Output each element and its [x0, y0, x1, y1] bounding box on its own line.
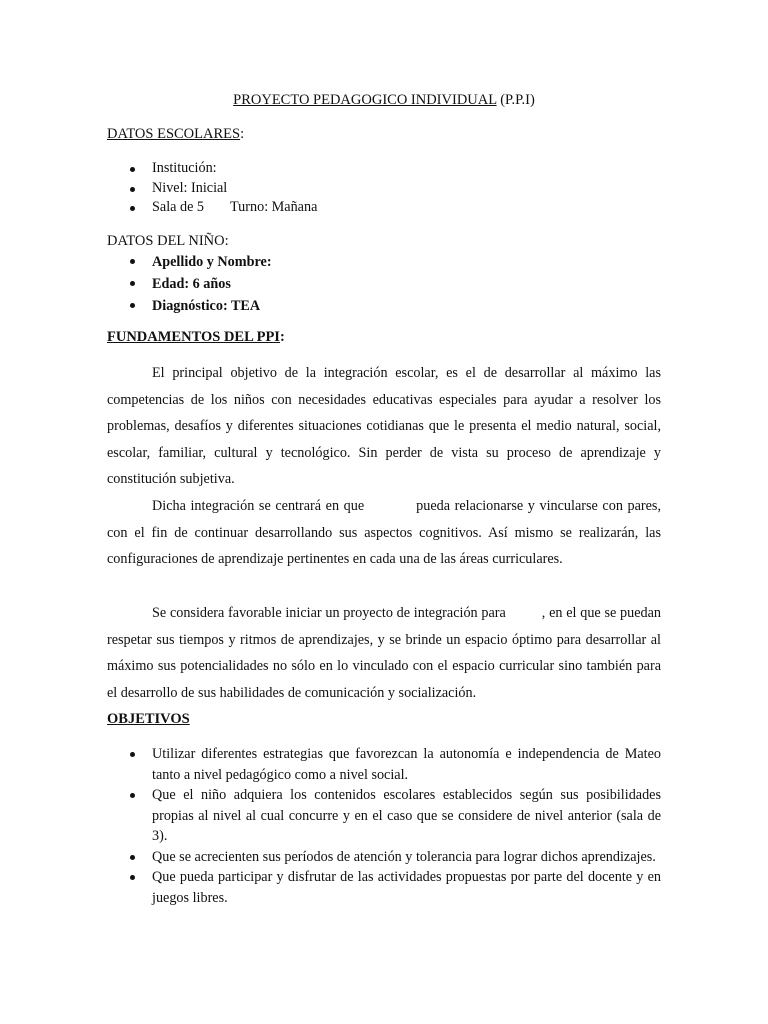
list-item: Institución:: [107, 159, 661, 179]
document-title: [0, 92, 768, 109]
fundamentals-heading: [107, 329, 285, 346]
list-item: Que se acrecienten sus períodos de atención y tolerancia para lograr dichos aprendizajes.: [107, 847, 661, 868]
list-item: Que el niño adquiera los contenidos escolares establecidos según sus posibilidades propias al nivel al cual concurre y en el caso que se considere de nivel anterior (sala de 3).: [107, 785, 661, 847]
list-item: Nivel: Inicial: [107, 179, 661, 199]
fundamentals-heading-colon: :: [279, 329, 285, 345]
list-item: Que pueda participar y disfrutar de las actividades propuestas por parte del docente y en juegos libres.: [107, 867, 661, 908]
objectives-heading: [107, 711, 190, 728]
child-data-heading-colon: :: [224, 233, 229, 249]
list-item: Edad: 6 años: [107, 273, 661, 295]
child-data-heading: [107, 233, 229, 250]
objectives-list: [107, 744, 661, 908]
title-suffix: (P.P.I): [496, 92, 535, 108]
list-item: Utilizar diferentes estrategias que favorezcan la autonomía e independencia de Mateo tanto a nivel pedagógico como a nivel social.: [107, 744, 661, 785]
child-data-list: [107, 251, 661, 317]
school-data-heading-colon: :: [240, 126, 245, 142]
school-data-list: [107, 159, 661, 218]
child-data-heading-text: DATOS DEL NIÑO: [107, 233, 225, 249]
school-data-heading: [107, 126, 244, 143]
fundamentals-paragraph-2: Dicha integración se centrará en que pueda relacionarse y vincularse con pares, con el fin de continuar desarrollando sus aspectos cognitivos. Así mismo se realizarán, las configuraciones de aprendizaje pertinentes en cada una de las áreas curriculares.: [107, 498, 662, 567]
list-item: Apellido y Nombre:: [107, 251, 661, 273]
list-item: Diagnóstico: TEA: [107, 295, 661, 317]
list-item: Sala de 5 Turno: Mañana: [107, 198, 661, 218]
title-main: PROYECTO PEDAGOGICO INDIVIDUAL: [233, 92, 497, 108]
fundamentals-paragraph-1: El principal objetivo de la integración escolar, es el de desarrollar al máximo las competencias de los niños con necesidades educativas especiales para ayudar a resolver los problemas, desafíos y diferentes situaciones cotidianas que le presenta el medio natural, social, escolar, familiar, cultural y tecnológico. Sin perder de vista su proceso de aprendizaje y constitución subjetiva.: [107, 365, 661, 487]
school-data-heading-text: DATOS ESCOLARES: [107, 126, 241, 142]
objectives-heading-text: OBJETIVOS: [107, 711, 190, 727]
fundamentals-heading-text: FUNDAMENTOS DEL PPI: [107, 329, 280, 345]
fundamentals-paragraph-3: Se considera favorable iniciar un proyecto de integración para , en el que se puedan respetar sus tiempos y ritmos de aprendizajes, y se brinde un espacio óptimo para desarrollar al máximo sus potencialidades no sólo en lo vinculado con el espacio curricular sino también para el desarrollo de sus habilidades de comunicación y socialización.: [107, 605, 661, 701]
